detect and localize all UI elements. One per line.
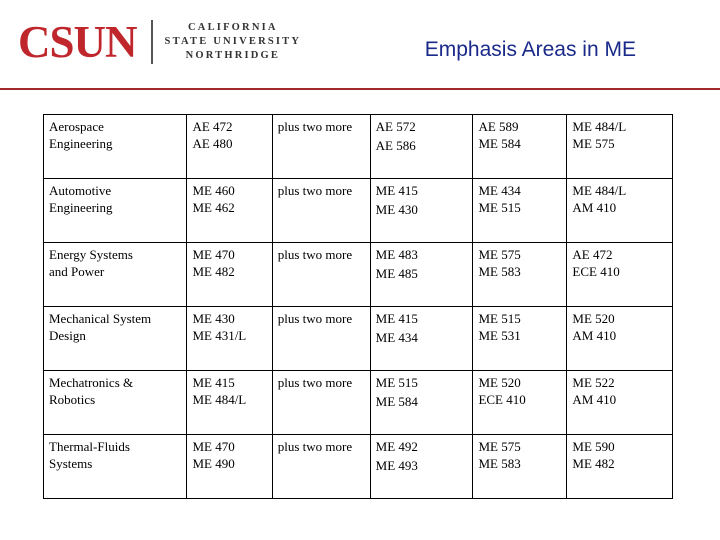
cell-line: ME 584 (478, 136, 521, 151)
cell-line: plus two more (277, 247, 353, 262)
cell-line: ME 520 (572, 311, 615, 326)
table-row (44, 243, 673, 307)
cell-line: AE 472 (572, 247, 613, 262)
cell-line: ME 462 (192, 200, 235, 215)
cell-line: AE 586 (375, 138, 416, 153)
required-courses-cell (187, 307, 272, 371)
cell-line: ECE 410 (572, 264, 620, 279)
cell-line: ME 434 (375, 330, 418, 345)
slide-title: Emphasis Areas in ME (424, 38, 636, 61)
cell-line: Automotive (49, 183, 112, 198)
table-row (44, 371, 673, 435)
plus-two-more-cell (272, 115, 370, 179)
cell-line: ME 575 (572, 136, 615, 151)
cell-line: plus two more (277, 375, 353, 390)
cell-line: AE 480 (192, 136, 233, 151)
cell-line: plus two more (277, 439, 353, 454)
elective-option-1-cell (370, 115, 473, 179)
cell-line: ME 531 (478, 328, 521, 343)
cell-line: ME 485 (375, 266, 418, 281)
elective-option-3-cell (567, 307, 673, 371)
logo-line-1: CALIFORNIA (188, 22, 278, 33)
cell-line: ME 522 (572, 375, 615, 390)
elective-option-3-cell (567, 179, 673, 243)
cell-line: ME 484/L (572, 119, 627, 134)
cell-line: AM 410 (572, 392, 617, 407)
cell-line: ME 470 (192, 247, 235, 262)
cell-line: AE 572 (375, 119, 416, 134)
cell-line: ME 430 (375, 202, 418, 217)
elective-option-1-cell (370, 243, 473, 307)
plus-two-more-cell (272, 179, 370, 243)
cell-line: Engineering (49, 136, 113, 151)
cell-line: ME 584 (375, 394, 418, 409)
logo-university-name (165, 21, 302, 63)
elective-option-3-cell (567, 371, 673, 435)
area-cell (44, 307, 187, 371)
cell-line: Robotics (49, 392, 96, 407)
required-courses-cell (187, 115, 272, 179)
table-row (44, 115, 673, 179)
csun-logo (18, 18, 301, 66)
cell-line: plus two more (277, 119, 353, 134)
cell-line: ME 515 (478, 200, 521, 215)
elective-option-1-cell (370, 371, 473, 435)
cell-line: ME 583 (478, 456, 521, 471)
cell-line: plus two more (277, 311, 353, 326)
cell-line: ME 484/L (572, 183, 627, 198)
cell-line: ME 590 (572, 439, 615, 454)
cell-line: Mechatronics & (49, 375, 134, 390)
cell-line: ME 431/L (192, 328, 247, 343)
plus-two-more-cell (272, 371, 370, 435)
cell-line: AM 410 (572, 328, 617, 343)
cell-line: AE 589 (478, 119, 519, 134)
plus-two-more-cell (272, 243, 370, 307)
elective-option-1-cell (370, 179, 473, 243)
table-row (44, 179, 673, 243)
required-courses-cell (187, 371, 272, 435)
cell-line: ME 434 (478, 183, 521, 198)
area-cell (44, 435, 187, 499)
cell-line: Thermal-Fluids (49, 439, 130, 454)
area-cell (44, 243, 187, 307)
elective-option-2-cell (473, 435, 567, 499)
cell-line: ME 490 (192, 456, 235, 471)
cell-line: ME 575 (478, 247, 521, 262)
elective-option-2-cell (473, 115, 567, 179)
cell-line: ECE 410 (478, 392, 526, 407)
cell-line: ME 482 (192, 264, 235, 279)
cell-line: ME 470 (192, 439, 235, 454)
required-courses-cell (187, 243, 272, 307)
cell-line: ME 482 (572, 456, 615, 471)
cell-line: ME 575 (478, 439, 521, 454)
cell-line: ME 460 (192, 183, 235, 198)
logo-wordmark: CSUN (18, 16, 137, 67)
plus-two-more-cell (272, 435, 370, 499)
cell-line: Engineering (49, 200, 113, 215)
elective-option-2-cell (473, 371, 567, 435)
required-courses-cell (187, 435, 272, 499)
elective-option-2-cell (473, 307, 567, 371)
title-divider (0, 88, 720, 90)
table-row (44, 435, 673, 499)
cell-line: plus two more (277, 183, 353, 198)
logo-line-3: NORTHRIDGE (185, 50, 281, 61)
elective-option-1-cell (370, 307, 473, 371)
cell-line: ME 483 (375, 247, 418, 262)
logo-divider (151, 20, 153, 64)
cell-line: ME 515 (375, 375, 418, 390)
cell-line: AE 472 (192, 119, 233, 134)
cell-line: Design (49, 328, 86, 343)
cell-line: Energy Systems (49, 247, 133, 262)
cell-line: ME 520 (478, 375, 521, 390)
elective-option-1-cell (370, 435, 473, 499)
cell-line: Mechanical System (49, 311, 152, 326)
elective-option-2-cell (473, 243, 567, 307)
area-cell (44, 371, 187, 435)
cell-line: Systems (49, 456, 93, 471)
table-body (44, 115, 673, 499)
cell-line: and Power (49, 264, 105, 279)
elective-option-3-cell (567, 115, 673, 179)
cell-line: ME 415 (375, 311, 418, 326)
elective-option-3-cell (567, 243, 673, 307)
cell-line: Aerospace (49, 119, 104, 134)
cell-line: ME 484/L (192, 392, 247, 407)
cell-line: AM 410 (572, 200, 617, 215)
cell-line: ME 492 (375, 439, 418, 454)
cell-line: ME 415 (375, 183, 418, 198)
logo-line-2: STATE UNIVERSITY (164, 36, 302, 47)
cell-line: ME 430 (192, 311, 235, 326)
plus-two-more-cell (272, 307, 370, 371)
elective-option-2-cell (473, 179, 567, 243)
cell-line: ME 493 (375, 458, 418, 473)
area-cell (44, 115, 187, 179)
elective-option-3-cell (567, 435, 673, 499)
area-cell (44, 179, 187, 243)
cell-line: ME 415 (192, 375, 235, 390)
required-courses-cell (187, 179, 272, 243)
emphasis-areas-table (43, 114, 673, 499)
cell-line: ME 583 (478, 264, 521, 279)
cell-line: ME 515 (478, 311, 521, 326)
table-row (44, 307, 673, 371)
